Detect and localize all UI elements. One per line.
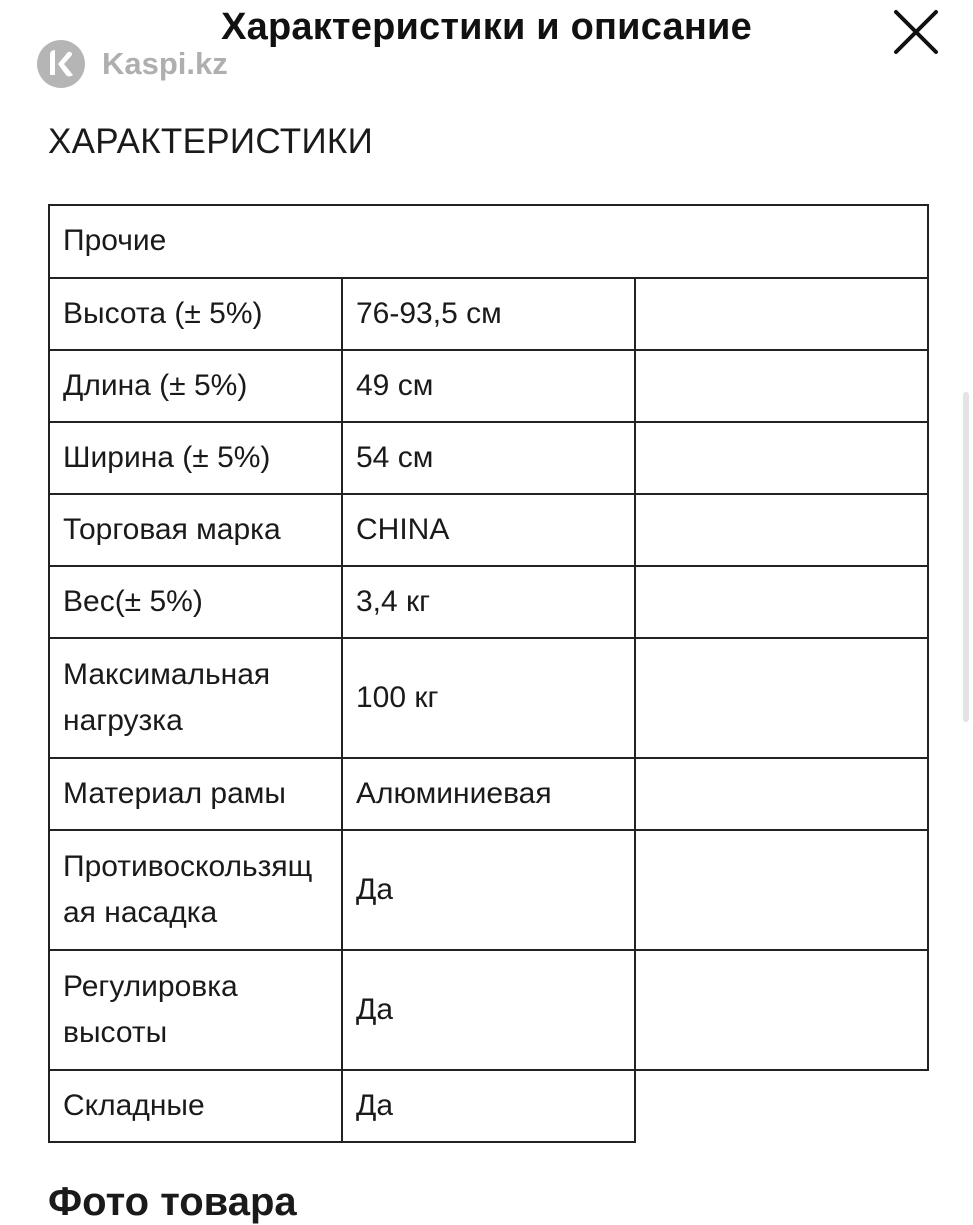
kaspi-logo-icon xyxy=(36,39,86,89)
spec-name: Максимальная нагрузка xyxy=(49,638,342,758)
next-section-title: Фото товара xyxy=(48,1180,297,1224)
specs-table xyxy=(48,204,929,1143)
watermark-text: Kaspi.kz xyxy=(102,46,228,81)
spec-value: Да xyxy=(342,950,635,1070)
section-title: ХАРАКТЕРИСТИКИ xyxy=(48,122,374,161)
spec-name: Ширина (± 5%) xyxy=(49,422,342,494)
spec-value: 100 кг xyxy=(342,638,635,758)
table-row xyxy=(49,758,928,830)
spec-value: Алюминиевая xyxy=(342,758,635,830)
spec-empty-cell xyxy=(635,638,928,758)
spec-blank-cell xyxy=(635,1070,928,1142)
close-icon xyxy=(888,4,944,60)
spec-value: 54 см xyxy=(342,422,635,494)
table-row xyxy=(49,350,928,422)
table-row xyxy=(49,830,928,950)
spec-name: Длина (± 5%) xyxy=(49,350,342,422)
modal-title: Характеристики и описание xyxy=(221,6,752,48)
spec-name: Регулировка высоты xyxy=(49,950,342,1070)
spec-empty-cell xyxy=(635,350,928,422)
spec-name: Вес(± 5%) xyxy=(49,566,342,638)
spec-empty-cell xyxy=(635,830,928,950)
watermark xyxy=(36,38,228,90)
specs-group-label: Прочие xyxy=(49,205,928,278)
table-row xyxy=(49,278,928,350)
table-row xyxy=(49,422,928,494)
spec-name: Высота (± 5%) xyxy=(49,278,342,350)
spec-value: Да xyxy=(342,830,635,950)
spec-name: Торговая марка xyxy=(49,494,342,566)
spec-empty-cell xyxy=(635,278,928,350)
spec-value: 3,4 кг xyxy=(342,566,635,638)
close-button[interactable] xyxy=(888,4,944,60)
spec-value: 76-93,5 см xyxy=(342,278,635,350)
spec-name: Материал рамы xyxy=(49,758,342,830)
specs-group-row xyxy=(49,205,928,278)
spec-name: Противоскользящая насадка xyxy=(49,830,342,950)
scrollbar[interactable] xyxy=(963,392,969,722)
spec-value: CHINA xyxy=(342,494,635,566)
table-row xyxy=(49,566,928,638)
spec-value: 49 см xyxy=(342,350,635,422)
table-row xyxy=(49,950,928,1070)
spec-value: Да xyxy=(342,1070,635,1142)
spec-empty-cell xyxy=(635,566,928,638)
spec-empty-cell xyxy=(635,422,928,494)
table-row xyxy=(49,638,928,758)
spec-name: Складные xyxy=(49,1070,342,1142)
spec-empty-cell xyxy=(635,758,928,830)
spec-empty-cell xyxy=(635,494,928,566)
spec-empty-cell xyxy=(635,950,928,1070)
table-row xyxy=(49,494,928,566)
table-row xyxy=(49,1070,928,1142)
